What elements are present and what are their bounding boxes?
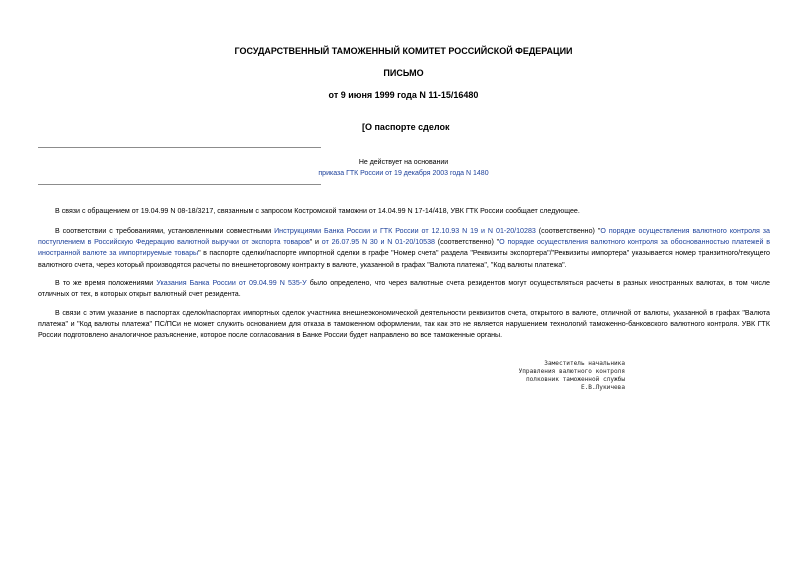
paragraph-1: В связи с обращением от 19.04.99 N 08-18/3217, связанным с запросом Костромской таможни от 14.04.99 N 17-14/418, УВК ГТК России сообщает следующее. (55, 207, 580, 215)
paragraph-3-text-a: В то же время положениями (55, 279, 157, 287)
repeal-order-link[interactable]: приказа ГТК России от 19 декабря 2003 года N 1480 (318, 170, 489, 177)
export-control-link[interactable]: О порядке осуществления валютного контроля за поступлением в Российскую Федерацию валютной выручки от экспорта товаров (38, 227, 770, 247)
signature-name: Е.В.Лукичева (580, 384, 625, 392)
bank-of-russia-directive-link[interactable]: Указания Банка России от 09.04.99 N 535-У (156, 279, 307, 287)
instructions-link[interactable]: Инструкциями Банка России и ГТК России от 12.10.93 N 19 и N 01-20/10283 (274, 227, 536, 235)
paragraph-3-text-b: было определено, что через валютные счета резидентов могут осуществляться расчеты в разных иностранных валютах, в том числе отличных от тех, в которых открыт валютный счет резидента. (38, 279, 770, 299)
paragraph-2 (38, 226, 770, 271)
paragraph-2-text-e: " в паспорте сделки/паспорте импортной сделки в графе "Номер счета" раздела "Реквизиты экспортера"/"Реквизиты импортера" указывается номер транзитного/текущего валютного счета, через который производятся расчеты по внешнеторговому контракту в валюте, указанной в графах "Валюта платежа", "Код валюты платежа". (38, 249, 770, 269)
paragraph-4: В связи с этим указание в паспортах сделок/паспортах импортных сделок участника внешнеэкономической деятельности реквизитов счета, открытого в валюте, отличной от валюты, указанной в графах "Валюта платежа" и "Код валюты платежа" ПС/ПСи не может служить основанием для отказа в таможенном оформлении, так как это не является нарушением технологий таможенно-банковского валютного контроля. УВК ГТК России подготовлено аналогичное разъяснение, которое после согласования в Банке России будет направлено во все таможенные органы. (38, 309, 770, 340)
signature-block (505, 360, 625, 392)
signature-position: Заместитель начальника (544, 360, 625, 367)
organization-heading: ГОСУДАРСТВЕННЫЙ ТАМОЖЕННЫЙ КОМИТЕТ РОССИЙСКОЙ ФЕДЕРАЦИИ (234, 46, 573, 56)
paragraph-2-text-b: (соответственно) " (535, 227, 601, 235)
paragraph-3 (38, 278, 770, 300)
date-number-heading: от 9 июня 1999 года N 11-15/16480 (328, 90, 479, 100)
notice-link-row (0, 169, 807, 179)
document-type-heading: ПИСЬМО (383, 68, 424, 78)
divider-bottom (38, 184, 321, 185)
instructions-1995-link[interactable]: от 26.07.95 N 30 и N 01-20/10538 (321, 238, 435, 247)
paragraph-2-text-a: В соответствии с требованиями, установленными совместными (55, 227, 275, 235)
import-control-link[interactable]: О порядке осуществления валютного контроля за обоснованностью платежей в иностранной валюте за импортируемые товары (38, 238, 770, 258)
notice-text: Не действует на основании (358, 159, 449, 166)
paragraph-2-text-d: (соответственно) " (434, 238, 500, 247)
signature-rank: полковник таможенной службы (525, 376, 625, 384)
signature-department: Управления валютного контроля (518, 368, 625, 376)
divider-top (38, 147, 321, 148)
paragraph-2-text-c: " и (309, 238, 322, 247)
document-title: [О паспорте сделок (362, 122, 450, 132)
